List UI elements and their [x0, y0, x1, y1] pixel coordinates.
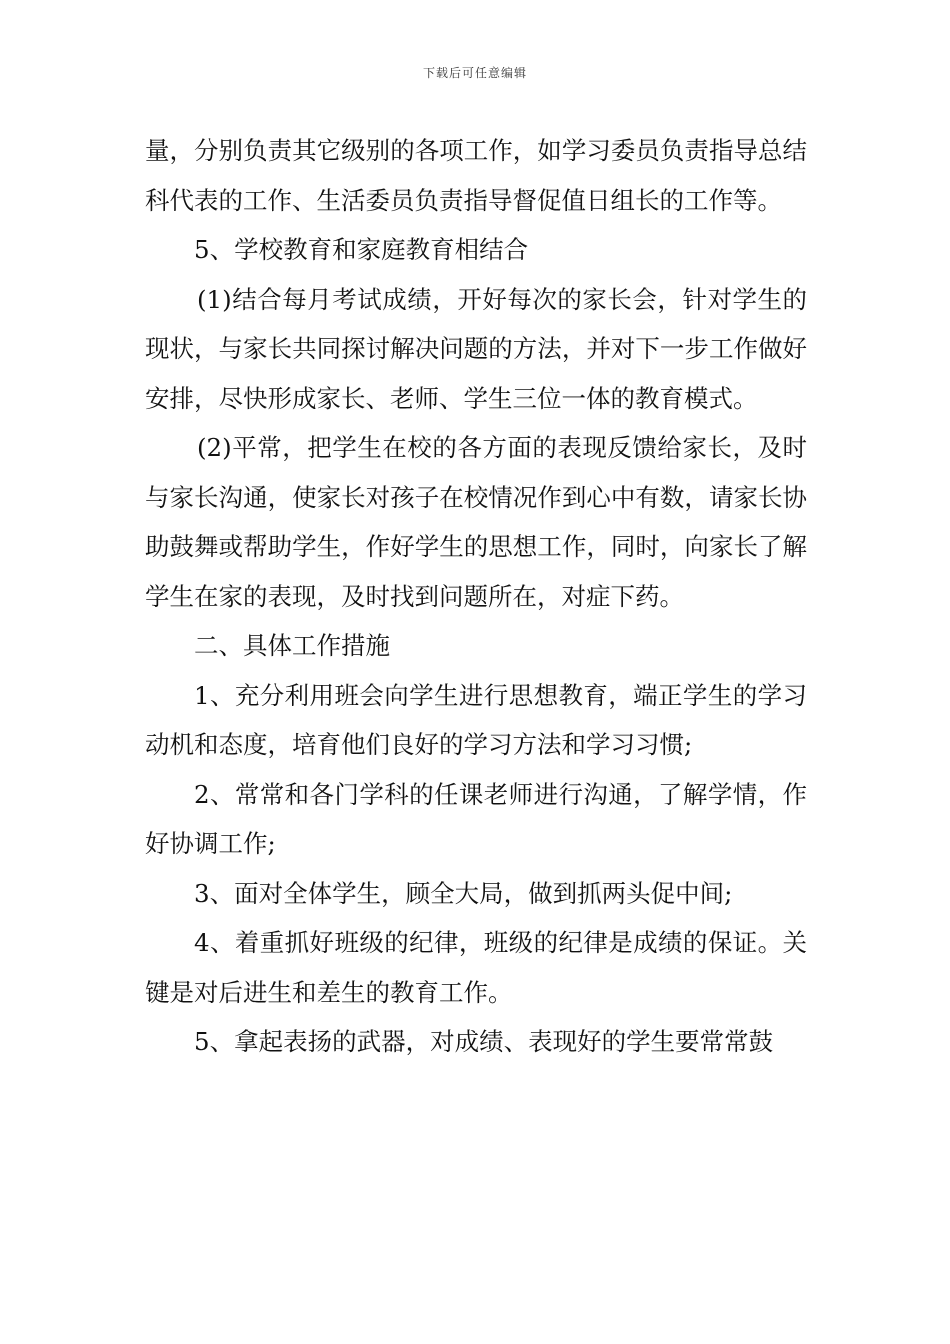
section-heading-measures: 二、具体工作措施: [194, 631, 390, 660]
paragraph-continuation: 量，分别负责其它级别的各项工作，如学习委员负责指导总结科代表的工作、生活委员负责指导督促值日组长的工作等。: [145, 136, 807, 215]
measure-item-5: 5、拿起表扬的武器，对成绩、表现好的学生要常常鼓: [194, 1027, 774, 1056]
section-heading-school-family: 5、学校教育和家庭教育相结合: [194, 235, 529, 264]
measure-item-3: 3、面对全体学生，顾全大局，做到抓两头促中间;: [194, 878, 733, 908]
document-body: [145, 126, 807, 1067]
page-header: 下载后可任意编辑: [422, 66, 527, 80]
measure-item-4: 4、着重抓好班级的纪律，班级的纪律是成绩的保证。关键是对后进生和差生的教育工作。: [145, 928, 807, 1007]
measure-item-2: 2、常常和各门学科的任课老师进行沟通，了解学情，作好协调工作;: [145, 779, 807, 858]
paragraph-item-2: (2)平常，把学生在校的各方面的表现反馈给家长，及时与家长沟通，使家长对孩子在校情况作到心中有数，请家长协助鼓舞或帮助学生，作好学生的思想工作，同时，向家长了解学生在家的表现，及时找到问题所在，对症下药。: [145, 433, 807, 611]
measure-item-1: 1、充分利用班会向学生进行思想教育，端正学生的学习动机和态度，培育他们良好的学习方法和学习习惯;: [145, 680, 807, 759]
paragraph-item-1: (1)结合每月考试成绩，开好每次的家长会，针对学生的现状，与家长共同探讨解决问题的方法，并对下一步工作做好安排，尽快形成家长、老师、学生三位一体的教育模式。: [145, 284, 807, 413]
